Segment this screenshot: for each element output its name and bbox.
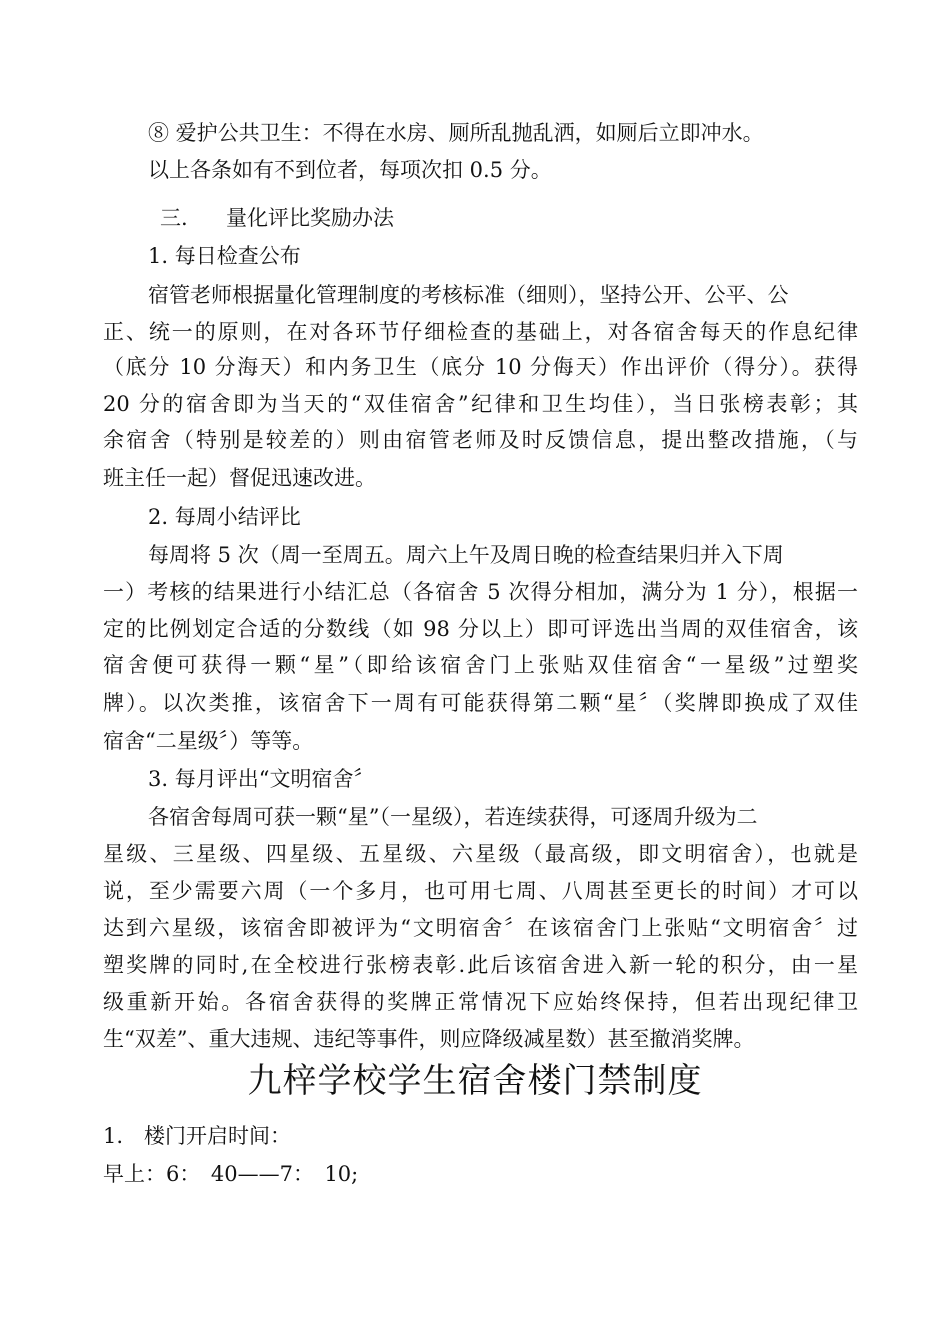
item-3-line-1: 各宿舍每周可获一颗“星”（一星级），若连续获得，可逐周升级为二 (148, 805, 758, 829)
item-2-line-6: 宿舍“二星级〞）等等。 (103, 729, 314, 753)
section-3-title: 量化评比奖励办法 (226, 206, 394, 230)
item-1-line-5: 余宿舍（特别是较差的）则由宿管老师及时反馈信息，提出整改措施，（与 (103, 428, 858, 452)
item-2-heading: 2. 每周小结评比 (148, 505, 301, 529)
item-2-line-1: 每周将 5 次（周一至周五。周六上午及周日晚的检查结果归并入下周 (148, 543, 784, 567)
item-3-line-2: 星级、三星级、四星级、五星级、六星级（最高级，即文明宿舍），也就是 (103, 842, 858, 866)
item-3-line-5: 塑奖牌的同时,在全校进行张榜表彰.此后该宿舍进入新一轮的积分，由一星 (103, 953, 858, 977)
item-3-line-3: 说，至少需要六周（一个多月，也可用七周、八周甚至更长的时间）才可以 (103, 879, 858, 903)
item-1-line-2: 正、统一的原则，在对各环节仔细检查的基础上，对各宿舍每天的作息纪律 (103, 320, 858, 344)
section-3-number: 三. (160, 206, 188, 230)
item-2-line-3: 定的比例划定合适的分数线（如 98 分以上）即可评选出当周的双佳宿舍，该 (103, 617, 858, 641)
deduction-paragraph: 以上各条如有不到位者，每项次扣 0.5 分。 (148, 158, 552, 182)
item-1-line-1: 宿管老师根据量化管理制度的考核标准（细则），坚持公开、公平、公 (148, 283, 789, 307)
item-1-line-6: 班主任一起）督促迅速改进。 (103, 466, 376, 490)
item-3-line-6: 级重新开始。各宿舍获得的奖牌正常情况下应始终保持，但若出现纪律卫 (103, 990, 858, 1014)
item-2-line-2: 一）考核的结果进行小结汇总（各宿舍 5 次得分相加，满分为 1 分），根据一 (103, 580, 858, 604)
gate-morning-hours: 早上：6： 40——7： 10; (103, 1162, 359, 1186)
item-2-line-5: 牌）。以次类推，该宿舍下一周有可能获得第二颗“星〞（奖牌即换成了双佳 (103, 691, 858, 715)
document-title: 九梓学校学生宿舍楼门禁制度 (247, 1061, 703, 1101)
rule-8-paragraph: ⑧ 爱护公共卫生：不得在水房、厕所乱抛乱洒，如厕后立即冲水。 (148, 121, 764, 145)
gate-item-1-heading: 1. 楼门开启时间： (103, 1124, 292, 1148)
item-1-line-3: （底分 10 分海天）和内务卫生（底分 10 分侮天）作出评价（得分）。获得 (103, 355, 858, 379)
item-3-line-4: 达到六星级，该宿舍即被评为“文明宿舍〞在该宿舍门上张贴“文明宿舍〞过 (103, 916, 858, 940)
item-3-heading: 3. 每月评出“文明宿舍〞 (148, 767, 375, 791)
item-3-line-7: 生“双差”、重大违规、违纪等事件，则应降级减星数）甚至撤消奖牌。 (103, 1027, 755, 1051)
item-2-line-4: 宿舍便可获得一颗“星”（即给该宿舍门上张贴双佳宿舍“一星级”过塑奖 (103, 653, 858, 677)
item-1-line-4: 20 分的宿舍即为当天的“双佳宿舍”纪律和卫生均佳），当日张榜表彰；其 (103, 392, 858, 416)
item-1-heading: 1. 每日检查公布 (148, 244, 301, 268)
